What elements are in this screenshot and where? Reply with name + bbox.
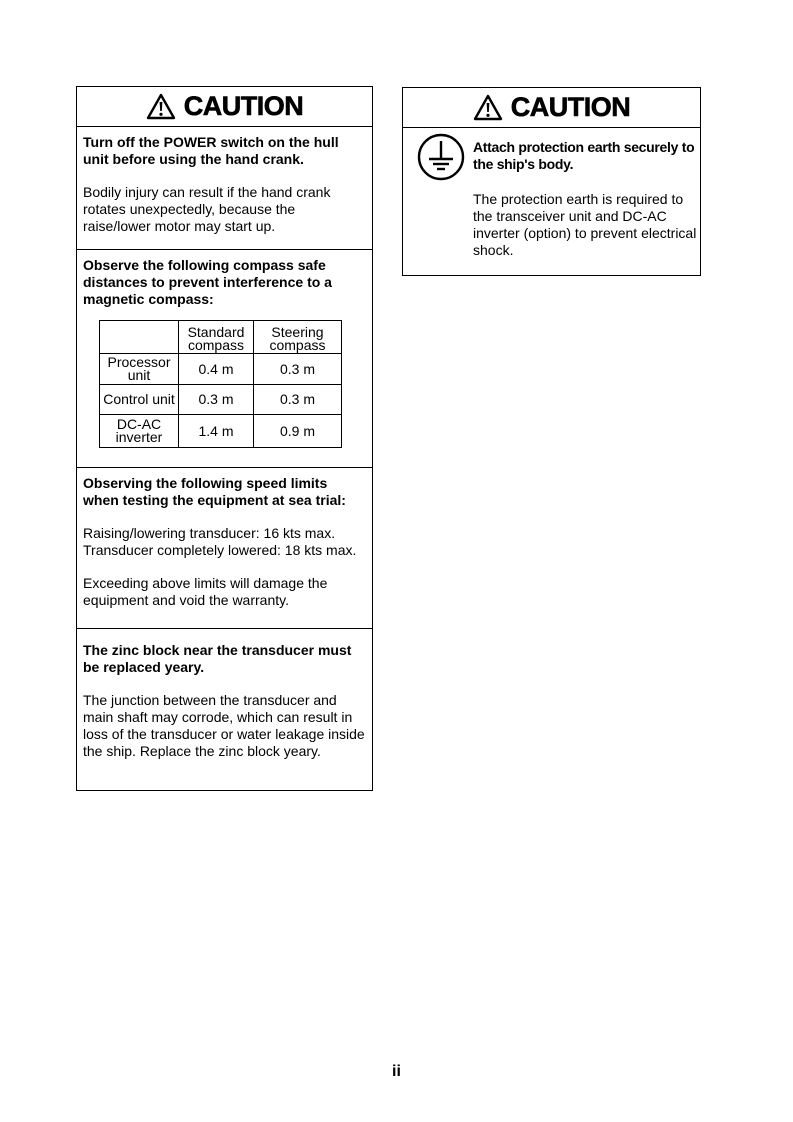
compass-heading: Observe the following compass safe distances to prevent interference to a magnetic compass:	[83, 257, 332, 307]
speed-body: Exceeding above limits will damage the equipment and void the warranty.	[83, 575, 328, 608]
table-header-steering: Steering compass	[254, 321, 342, 354]
standard-distance: 1.4 m	[179, 415, 254, 448]
table-row	[100, 415, 342, 448]
caution-box-right	[402, 87, 701, 276]
protective-earth-icon	[417, 133, 465, 186]
steering-distance: 0.9 m	[254, 415, 342, 448]
speed-heading: Observing the following speed limits when testing the equipment at sea trial:	[83, 475, 346, 508]
row-label: Control unit	[100, 385, 179, 415]
standard-distance: 0.3 m	[179, 385, 254, 415]
table-header-standard: Standard compass	[179, 321, 254, 354]
caution-header-left	[77, 87, 372, 127]
warning-triangle-icon	[473, 94, 503, 121]
speed-line-lowered: Transducer completely lowered: 18 kts max.	[83, 542, 357, 558]
row-label: Processor unit	[100, 354, 179, 385]
zinc-heading: The zinc block near the transducer must be replaced yeary.	[83, 642, 352, 675]
warning-triangle-icon	[146, 93, 176, 120]
hand-crank-heading: Turn off the POWER switch on the hull unit before using the hand crank.	[83, 134, 339, 167]
steering-distance: 0.3 m	[254, 385, 342, 415]
earth-body: The protection earth is required to the transceiver unit and DC-AC inverter (option) to prevent electrical shock.	[473, 191, 697, 258]
hand-crank-section	[77, 127, 372, 249]
speed-limit-section	[77, 467, 372, 628]
earth-heading: Attach protection earth securely to the ship's body.	[473, 139, 695, 172]
compass-distance-table	[99, 320, 342, 448]
standard-distance: 0.4 m	[179, 354, 254, 385]
row-label: DC-AC inverter	[100, 415, 179, 448]
compass-section	[77, 249, 372, 467]
table-row	[100, 354, 342, 385]
table-corner-cell	[100, 321, 179, 354]
caution-title: CAUTION	[510, 92, 631, 122]
caution-title: CAUTION	[183, 91, 304, 121]
zinc-block-section	[77, 628, 372, 790]
caution-header-right	[403, 88, 700, 128]
hand-crank-body: Bodily injury can result if the hand crank rotates unexpectedly, because the raise/lower motor may start up.	[83, 184, 331, 234]
page-number: ii	[392, 1063, 401, 1080]
zinc-body: The junction between the transducer and main shaft may corrode, which can result in loss of the transducer or water leakage inside the ship. Replace the zinc block yeary.	[83, 692, 365, 759]
table-row	[100, 385, 342, 415]
speed-line-raising: Raising/lowering transducer: 16 kts max.	[83, 525, 336, 541]
steering-distance: 0.3 m	[254, 354, 342, 385]
caution-box-left	[76, 86, 373, 791]
